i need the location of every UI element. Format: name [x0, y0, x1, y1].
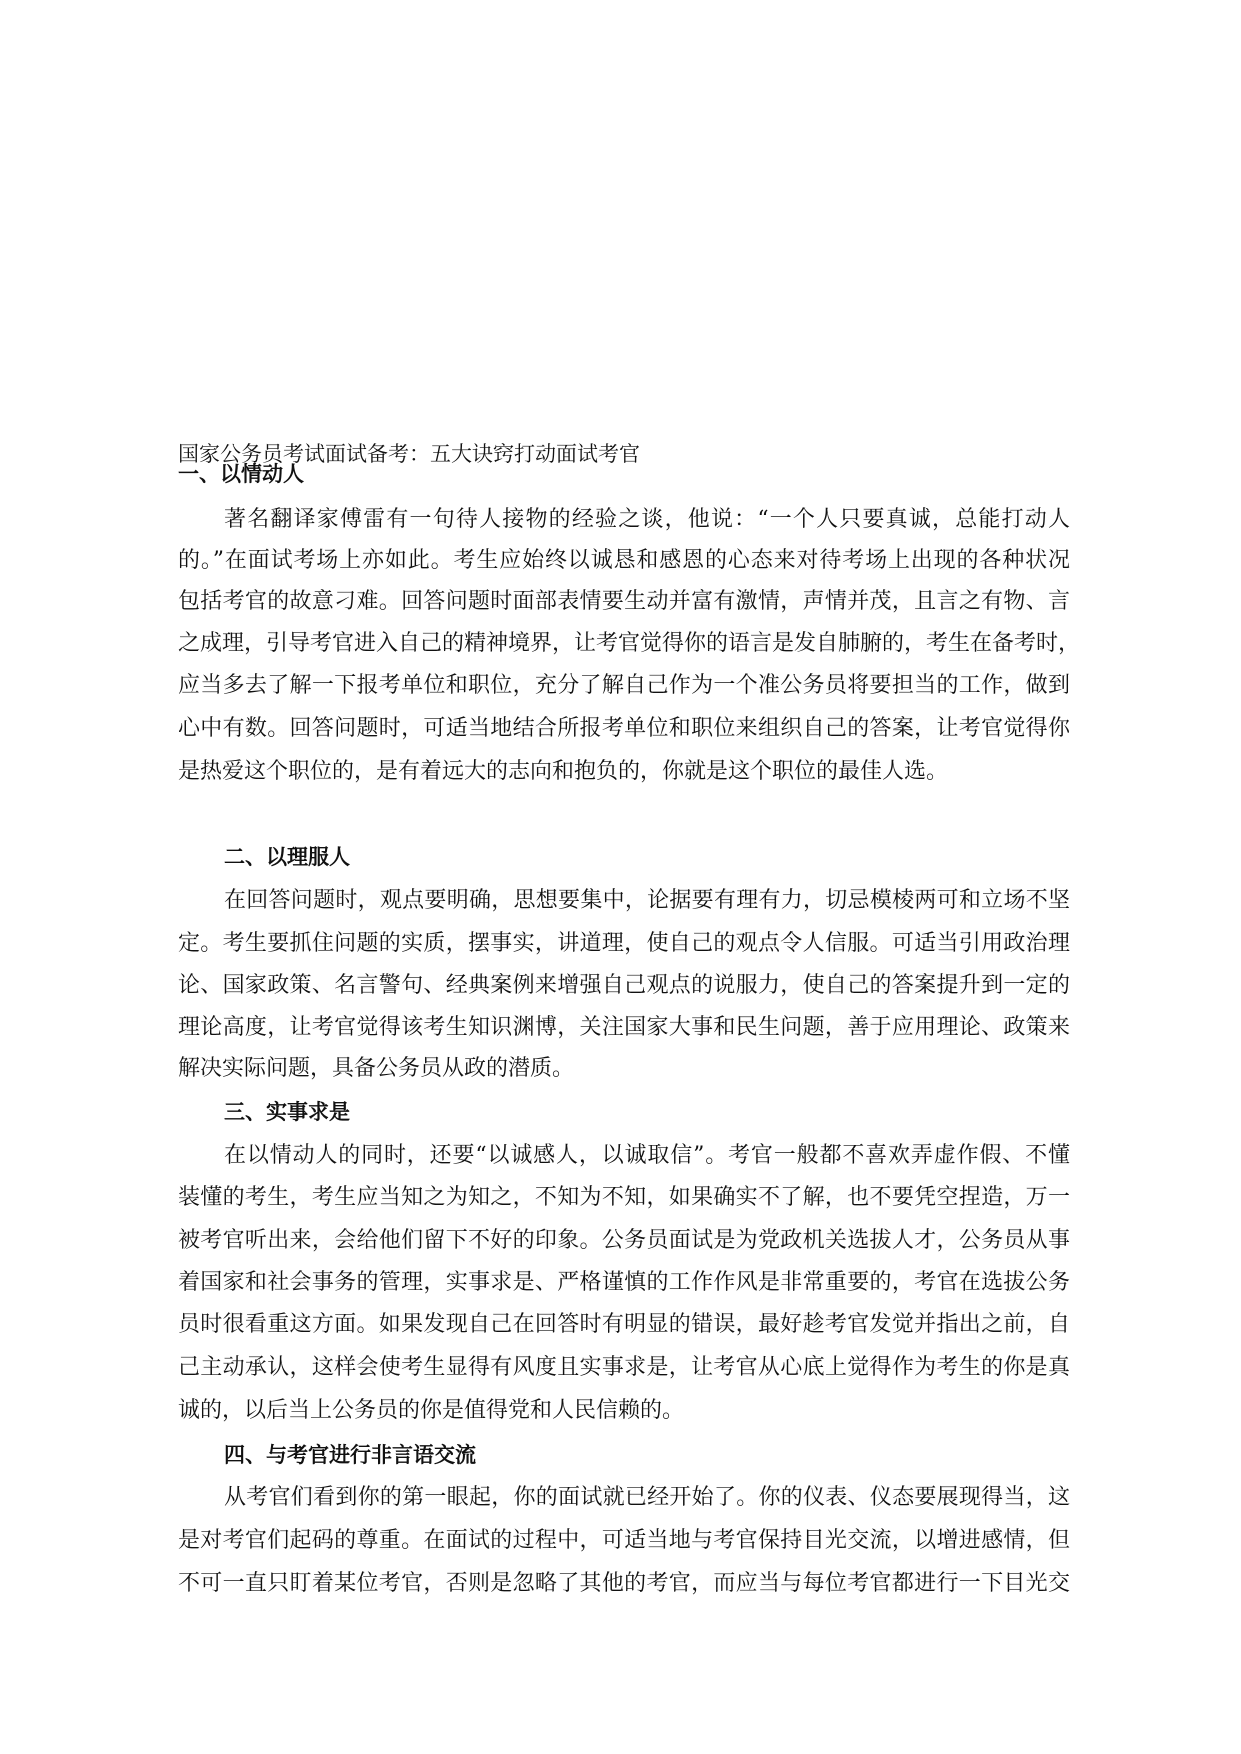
paragraph-line: 在回答问题时，观点要明确，思想要集中，论据要有理有力，切忌模棱两可和立场不坚	[224, 888, 1070, 913]
paragraph-line: 被考官听出来，会给他们留下不好的印象。公务员面试是为党政机关选拔人才，公务员从事	[178, 1228, 1070, 1253]
paragraph-line: 装懂的考生，考生应当知之为知之，不知为不知，如果确实不了解，也不要凭空捏造，万一	[178, 1185, 1070, 1210]
paragraph-line: 的。”在面试考场上亦如此。考生应始终以诚恳和感恩的心态来对待考场上出现的各种状况	[178, 548, 1071, 573]
paragraph-line: 论、国家政策、名言警句、经典案例来增强自己观点的说服力，使自己的答案提升到一定的	[178, 973, 1070, 998]
paragraph-line: 己主动承认，这样会使考生显得有风度且实事求是，让考官从心底上觉得作为考生的你是真	[178, 1355, 1070, 1380]
document-title: 国家公务员考试面试备考：五大诀窍打动面试考官	[178, 442, 640, 466]
paragraph-line: 员时很看重这方面。如果发现自己在回答时有明显的错误，最好趁考官发觉并指出之前，自	[178, 1312, 1070, 1337]
section-heading-4: 四、与考官进行非言语交流	[224, 1442, 476, 1467]
paragraph-line: 从考官们看到你的第一眼起，你的面试就已经开始了。你的仪表、仪态要展现得当，这	[224, 1485, 1070, 1510]
paragraph-line: 着国家和社会事务的管理，实事求是、严格谨慎的工作作风是非常重要的，考官在选拔公务	[178, 1270, 1070, 1295]
section-heading-3: 三、实事求是	[224, 1099, 350, 1124]
section-heading-1: 一、以情动人	[178, 461, 304, 486]
paragraph-line: 定。考生要抓住问题的实质，摆事实，讲道理，使自己的观点令人信服。可适当引用政治理	[178, 931, 1070, 956]
paragraph-line: 是热爱这个职位的，是有着远大的志向和抱负的，你就是这个职位的最佳人选。	[178, 759, 949, 784]
section-heading-2: 二、以理服人	[224, 844, 350, 869]
paragraph-line: 包括考官的故意刁难。回答问题时面部表情要生动并富有激情，声情并茂，且言之有物、言	[178, 589, 1070, 614]
paragraph-line: 之成理，引导考官进入自己的精神境界，让考官觉得你的语言是发自肺腑的，考生在备考时，	[178, 631, 1081, 656]
paragraph-line: 在以情动人的同时，还要“以诚感人，以诚取信”。考官一般都不喜欢弄虚作假、不懂	[224, 1143, 1070, 1168]
paragraph-line: 诚的，以后当上公务员的你是值得党和人民信赖的。	[178, 1398, 685, 1423]
paragraph-line: 著名翻译家傅雷有一句待人接物的经验之谈，他说：“一个人只要真诚，总能打动人	[224, 507, 1070, 532]
paragraph-line: 心中有数。回答问题时，可适当地结合所报考单位和职位来组织自己的答案，让考官觉得你	[178, 716, 1070, 741]
paragraph-line: 应当多去了解一下报考单位和职位，充分了解自己作为一个准公务员将要担当的工作，做到	[178, 673, 1070, 698]
paragraph-line: 不可一直只盯着某位考官，否则是忽略了其他的考官，而应当与每位考官都进行一下目光交	[178, 1571, 1070, 1596]
paragraph-line: 是对考官们起码的尊重。在面试的过程中，可适当地与考官保持目光交流，以增进感情，但	[178, 1528, 1070, 1553]
paragraph-line: 解决实际问题，具备公务员从政的潜质。	[178, 1056, 575, 1081]
paragraph-line: 理论高度，让考官觉得该考生知识渊博，关注国家大事和民生问题，善于应用理论、政策来	[178, 1015, 1070, 1040]
